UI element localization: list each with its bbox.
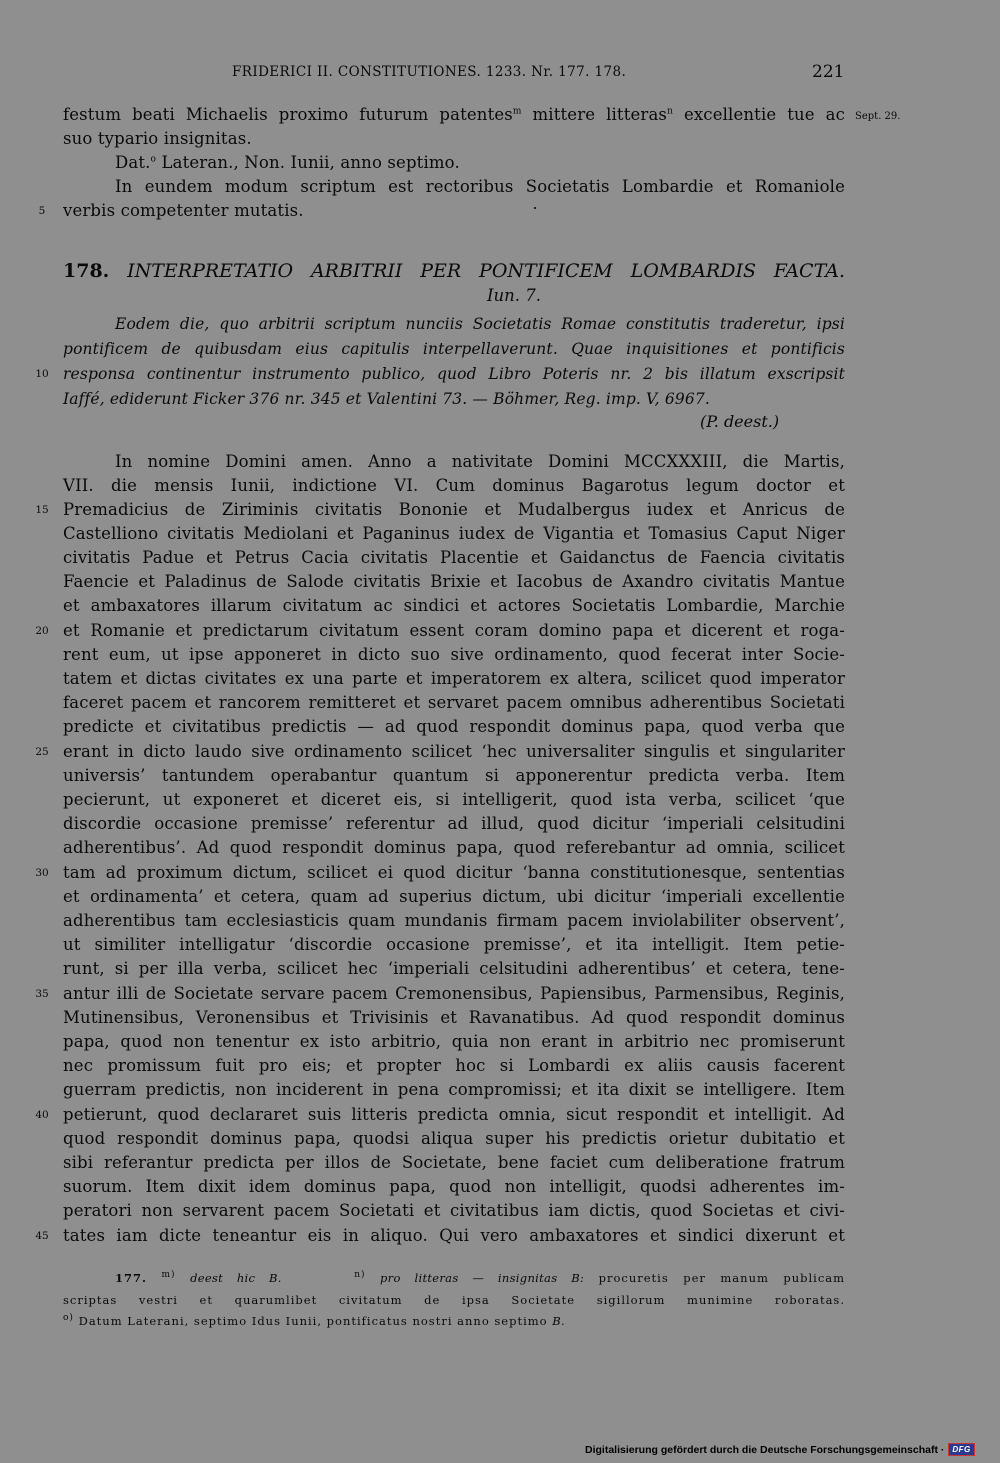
body-line: tatem et dictas civitates ex una parte et imperatorem ex altera, scilicet quod imperator bbox=[63, 669, 845, 688]
doc177-line-4: In eundem modum scriptum est rectoribus Societatis Lombardie et Romaniole bbox=[115, 177, 845, 196]
dfg-logo: DFG bbox=[948, 1443, 974, 1456]
body-line: peratori non servarent pacem Societati et civitatibus iam dictis, quod Societas et civi- bbox=[63, 1201, 845, 1220]
line-number: 10 bbox=[35, 368, 49, 380]
line-number: 25 bbox=[35, 746, 49, 758]
body-line: rent eum, ut ipse apponeret in dicto suo sive ordinamento, quod fecerat inter Socie- bbox=[63, 645, 845, 664]
body-line: pecierunt, ut exponeret et diceret eis, si intelligerit, quod ista verba, scilicet ‘que bbox=[63, 790, 845, 809]
doc177-line-2: suo typario insignitas. bbox=[63, 129, 252, 148]
body-line: predicte et civitatibus predictis — ad quod respondit dominus papa, quod verba que bbox=[63, 717, 845, 736]
digitization-credit bbox=[585, 1442, 990, 1457]
body-line: suorum. Item dixit idem dominus papa, quod non intelligit, quodsi adherentes im- bbox=[63, 1177, 845, 1196]
body-line: civitatis Padue et Petrus Cacia civitatis Placentie et Gaidanctus de Faencia civitatis bbox=[63, 548, 845, 567]
line-number: 15 bbox=[35, 504, 49, 516]
body-line: tam ad proximum dictum, scilicet ei quod dicitur ‘banna constitutionesque, sententias bbox=[63, 863, 845, 882]
body-line: discordie occasione premisse’ referentur ad illud, quod dicitur ‘imperiali celsitudini bbox=[63, 814, 845, 833]
line-number: 45 bbox=[35, 1230, 49, 1242]
body-line: nec promissum fuit pro eis; et propter hoc si Lombardi ex aliis causis facerent bbox=[63, 1056, 845, 1075]
footnote-line-2: scriptas vestri et quarumlibet civitatum de ipsa Societate sigillorum munimine roboratas. bbox=[63, 1293, 845, 1307]
margin-date-note: Sept. 29. bbox=[855, 111, 901, 122]
body-line: tates iam dicte teneantur eis in aliquo. Qui vero ambaxatores et sindici dixerunt et bbox=[63, 1226, 845, 1245]
line-number: 35 bbox=[35, 988, 49, 1000]
print-speck bbox=[534, 207, 536, 209]
intro-line: responsa continentur instrumento publico, quod Libro Poteris nr. 2 bis illatum exscripsit bbox=[63, 365, 845, 383]
source-note: (P. deest.) bbox=[700, 412, 780, 431]
body-line: VII. die mensis Iunii, indictione VI. Cum dominus Bagarotus legum doctor et bbox=[63, 476, 845, 495]
page-number: 221 bbox=[812, 62, 845, 82]
running-header: FRIDERICI II. CONSTITUTIONES. 1233. Nr. 177. 178. bbox=[232, 64, 627, 80]
line-number: 30 bbox=[35, 867, 49, 879]
body-line: et ambaxatores illarum civitatum ac sindici et actores Societatis Lombardie, Marchie bbox=[63, 596, 845, 615]
line-number: 40 bbox=[35, 1109, 49, 1121]
body-line: faceret pacem et rancorem remitteret et servaret pacem omnibus adherentibus Societati bbox=[63, 693, 845, 712]
body-line: Mutinensibus, Veronensibus et Trivisinis et Ravanatibus. Ad quod respondit dominus bbox=[63, 1008, 845, 1027]
credit-text: Digitalisierung gefördert durch die Deutsche Forschungsgemeinschaft · bbox=[585, 1443, 945, 1456]
doc177-line-3: Dat.$^o$ Lateran., Non. Iunii, anno septimo. bbox=[115, 153, 460, 172]
body-line: sibi referantur predicta per illos de Societate, bene faciet cum deliberatione fratrum bbox=[63, 1153, 845, 1172]
footnote-line-1: 177. $^{m)}$ deest hic B. $^{n)}$ pro litteras — insignitas B: procuretis per manum publicam bbox=[115, 1270, 846, 1285]
body-line: adherentibus’. Ad quod respondit dominus papa, quod referebantur ad omnia, scilicet bbox=[63, 838, 845, 857]
body-line: antur illi de Societate servare pacem Cremonensibus, Papiensibus, Parmensibus, Reginis, bbox=[63, 984, 845, 1003]
line-number: 20 bbox=[35, 625, 49, 637]
intro-line: Eodem die, quo arbitrii scriptum nunciis Societatis Romae constitutis traderetur, ipsi bbox=[115, 315, 845, 333]
doc178-title: 178. INTERPRETATIO ARBITRII PER PONTIFICEM LOMBARDIS FACTA. bbox=[63, 260, 845, 282]
body-line: Faencie et Paladinus de Salode civitatis Brixie et Iacobus de Axandro civitatis Mantue bbox=[63, 572, 845, 591]
body-line: papa, quod non tenentur ex isto arbitrio, quia non erant in arbitrio nec promiserunt bbox=[63, 1032, 845, 1051]
doc177-line-1: festum beati Michaelis proximo futurum patentes$^m$ mittere litteras$^n$ excellentie tue ac bbox=[63, 105, 845, 124]
body-line: In nomine Domini amen. Anno a nativitate Domini MCCXXXIII, die Martis, bbox=[115, 452, 845, 471]
body-line: adherentibus tam ecclesiasticis quam mundanis firmam pacem inviolabiliter observent’, bbox=[63, 911, 845, 930]
body-line: ut similiter intelligatur ‘discordie occasione premisse’, et ita intelligit. Item petie- bbox=[63, 935, 845, 954]
body-line: et Romanie et predictarum civitatum essent coram domino papa et dicerent et roga- bbox=[63, 621, 845, 640]
intro-line: pontificem de quibusdam eius capitulis interpellaverunt. Quae inquisitiones et pontificis bbox=[63, 340, 845, 358]
body-line: universis’ tantundem operabantur quantum si apponerentur predicta verba. Item bbox=[63, 766, 845, 785]
body-line: et ordinamenta’ et cetera, quam ad superius dictum, ubi dicitur ‘imperiali excellentie bbox=[63, 887, 845, 906]
body-line: erant in dicto laudo sive ordinamento scilicet ‘hec universaliter singulis et singulariter bbox=[63, 742, 845, 761]
doc177-line-5: verbis competenter mutatis. bbox=[63, 201, 304, 220]
body-line: quod respondit dominus papa, quodsi aliqua super his predictis orietur dubitatio et bbox=[63, 1129, 845, 1148]
body-line: Castelliono civitatis Mediolani et Paganinus iudex de Vigantia et Tomasius Caput Niger bbox=[63, 524, 845, 543]
footnote-line-3: $^{o)}$ Datum Laterani, septimo Idus Iunii, pontificatus nostri anno septimo B. bbox=[63, 1313, 565, 1328]
line-number: 5 bbox=[38, 205, 46, 217]
body-line: runt, si per illa verba, scilicet hec ‘imperiali celsitudini adherentibus’ et cetera, tene- bbox=[63, 959, 845, 978]
intro-line: Iaffé, ediderunt Ficker 376 nr. 345 et Valentini 73. — Böhmer, Reg. imp. V, 6967. bbox=[63, 390, 710, 408]
body-line: petierunt, quod declararet suis litteris predicta omnia, sicut respondit et intelligit. Ad bbox=[63, 1105, 845, 1124]
doc178-date: Iun. 7. bbox=[486, 286, 541, 305]
body-line: guerram predictis, non inciderent in pena compromissi; et ita dixit se intelligere. Item bbox=[63, 1080, 845, 1099]
body-line: Premadicius de Ziriminis civitatis Bononie et Mudalbergus iudex et Anricus de bbox=[63, 500, 845, 519]
